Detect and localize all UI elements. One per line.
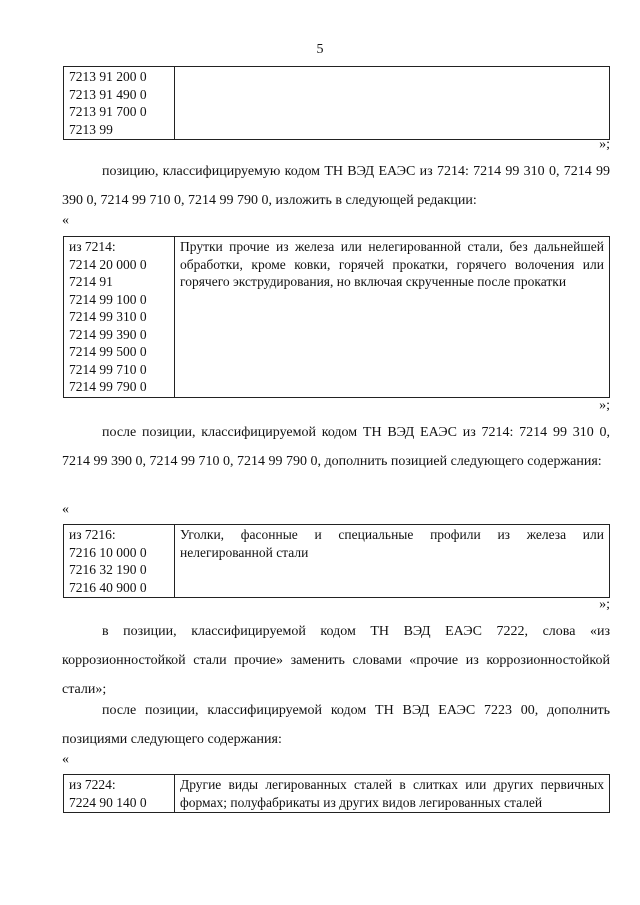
code-line: 7214 20 000 0 bbox=[69, 256, 147, 272]
code-line: 7224 90 140 0 bbox=[69, 794, 147, 810]
code-line: из 7216: bbox=[69, 527, 116, 542]
closing-quote: »; bbox=[599, 398, 610, 413]
description-cell bbox=[175, 67, 610, 140]
code-line: 7216 32 190 0 bbox=[69, 562, 147, 577]
code-table-7214 bbox=[63, 236, 610, 398]
code-cell bbox=[64, 525, 175, 598]
paragraph-position-7214: позицию, классифицируемую кодом ТН ВЭД ЕАЭС из 7214: 7214 99 310 0, 7214 99 390 0, 7214 99 710 0, 7214 99 790 0, изложить в следующей редакции: bbox=[62, 164, 610, 208]
opening-quote: « bbox=[62, 213, 69, 228]
closing-quote: »; bbox=[599, 137, 610, 152]
code-cell bbox=[64, 67, 175, 140]
description-cell: Уголки, фасонные и специальные профили из железа или нелегированной стали bbox=[175, 525, 610, 598]
code-cell bbox=[64, 775, 175, 813]
code-table-7224 bbox=[63, 774, 610, 813]
code-line: 7213 91 700 0 bbox=[69, 104, 147, 119]
opening-quote: « bbox=[62, 752, 69, 767]
description-cell: Прутки прочие из железа или нелегированной стали, без дальнейшей обработки, кроме ковки, горячей прокатки, горячего волочения или горячего экструдирования, но включая скрученные после прокатки bbox=[175, 237, 610, 398]
table-row bbox=[64, 525, 610, 598]
table-row bbox=[64, 237, 610, 398]
code-line: из 7224: bbox=[69, 777, 116, 792]
table-row bbox=[64, 67, 610, 140]
code-line: 7213 91 200 0 bbox=[69, 69, 147, 84]
code-line: 7216 40 900 0 bbox=[69, 579, 147, 595]
code-line: 7214 99 790 0 bbox=[69, 379, 147, 394]
paragraph-after-7214: после позиции, классифицируемой кодом ТН ВЭД ЕАЭС из 7214: 7214 99 310 0, 7214 99 390 0, 7214 99 710 0, 7214 99 790 0, дополнить позицией следующего содержания: bbox=[62, 425, 610, 469]
table-row bbox=[64, 775, 610, 813]
code-cell bbox=[64, 237, 175, 398]
code-line: из 7214: bbox=[69, 239, 116, 254]
paragraph-after-7223: после позиции, классифицируемой кодом ТН ВЭД ЕАЭС 7223 00, дополнить позициями следующего содержания: bbox=[62, 703, 610, 747]
code-line: 7214 99 710 0 bbox=[69, 361, 147, 377]
code-line: 7213 99 bbox=[69, 121, 113, 137]
closing-quote: »; bbox=[599, 597, 610, 612]
code-table-7216 bbox=[63, 524, 610, 598]
paragraph-position-7222: в позиции, классифицируемой кодом ТН ВЭД ЕАЭС 7222, слова «из коррозионностойкой стали прочие» заменить словами «прочие из коррозионностойкой стали»; bbox=[62, 624, 610, 697]
code-line: 7214 99 100 0 bbox=[69, 291, 147, 307]
code-table-7213 bbox=[63, 66, 610, 140]
code-line: 7216 10 000 0 bbox=[69, 544, 147, 560]
code-line: 7214 99 390 0 bbox=[69, 326, 147, 342]
code-line: 7214 99 500 0 bbox=[69, 344, 147, 359]
description-cell: Другие виды легированных сталей в слитках или других первичных формах; полуфабрикаты из других видов легированных сталей bbox=[175, 775, 610, 813]
code-line: 7213 91 490 0 bbox=[69, 86, 147, 102]
code-line: 7214 99 310 0 bbox=[69, 309, 147, 324]
page-number: 5 bbox=[316, 42, 324, 57]
opening-quote: « bbox=[62, 502, 69, 517]
code-line: 7214 91 bbox=[69, 274, 113, 289]
